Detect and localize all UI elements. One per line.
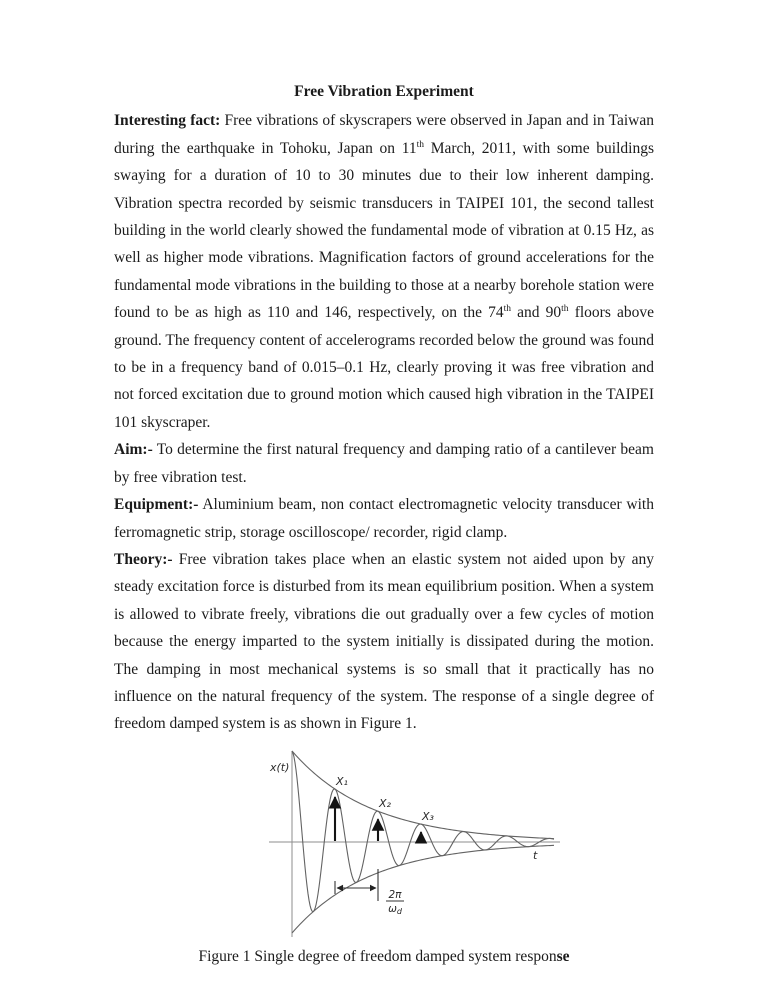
period-fraction-denominator — [388, 903, 403, 916]
damped-response-figure — [267, 748, 567, 943]
response-wave-curve — [292, 751, 554, 912]
omega-symbol: ω — [388, 902, 397, 915]
aim-text: To determine the first natural frequency and damping ratio of a cantilever beam by free vibration test. — [114, 441, 654, 486]
interesting-fact-text-4: floors above ground. The frequency content of accelerograms recorded below the ground was found to be in a frequency band of 0.015–0.1 Hz, clearly proving it was free vibration and not forced excitation due to ground motion which caused high vibration in the TAIPEI 101 skyscraper. — [114, 304, 654, 431]
figure-caption — [114, 946, 654, 968]
paragraph-interesting-fact — [114, 107, 654, 436]
paragraph-theory — [114, 546, 654, 738]
figure-1 — [267, 748, 567, 943]
lower-envelope-curve — [292, 845, 554, 933]
superscript-th-3: th — [561, 304, 569, 315]
lead-interesting-fact: Interesting fact: — [114, 112, 221, 130]
peak-label-x2: X₂ — [379, 796, 391, 810]
equipment-text: Aluminium beam, non contact electromagnetic velocity transducer with ferromagnetic strip, storage oscilloscope/ recorder, rigid clamp. — [114, 496, 654, 541]
peak-label-x3: X₃ — [422, 809, 434, 823]
lead-equipment: Equipment:- — [114, 496, 199, 514]
peak-label-x1: X₁ — [336, 774, 348, 788]
superscript-th-1: th — [416, 139, 425, 150]
paragraph-equipment — [114, 491, 654, 546]
t-axis-label: t — [533, 848, 538, 862]
interesting-fact-text-1: Free vibrations of skyscrapers were observed in Japan and in Taiwan during the earthquake in Tohoku, Japan on 11 — [114, 112, 654, 157]
figure-caption-text: Figure 1 Single degree of freedom damped system respon — [198, 947, 557, 965]
omega-subscript: d — [396, 906, 402, 916]
interesting-fact-text-3: and 90 — [511, 304, 562, 322]
period-fraction-numerator: 2π — [388, 888, 402, 901]
superscript-th-2: th — [503, 304, 512, 315]
theory-text: Free vibration takes place when an elastic system not aided upon by any steady excitation force is disturbed from its mean equilibrium position. When a system is allowed to vibrate freely, vibrations die out gradually over a few cycles of motion because the energy imparted to the system initially is dissipated during the motion. The damping in most mechanical systems is so small that it practically has no influence on the natural frequency of the system. The response of a single degree of freedom damped system is as shown in Figure 1. — [114, 550, 654, 733]
lead-theory: Theory:- — [114, 550, 173, 568]
document-title: Free Vibration Experiment — [294, 83, 474, 100]
interesting-fact-text-2: March, 2011, with some buildings swaying for a duration of 10 to 30 minutes due to their low inherent damping. Vibration spectra recorded by seismic transducers in TAIPEI 101, the second tallest building in the world clearly showed the fundamental mode of vibration at 0.15 Hz, as well as higher mode vibrations. Magnification factors of ground accelerations for the fundamental mode vibrations in the building to those at a nearby borehole station were found to be as high as 110 and 146, respectively, on the 74 — [114, 139, 654, 322]
figure-caption-bold-end: se — [556, 947, 570, 965]
y-axis-label: x(t) — [270, 760, 290, 774]
lead-aim: Aim:- — [114, 441, 153, 459]
paragraph-aim — [114, 436, 654, 491]
